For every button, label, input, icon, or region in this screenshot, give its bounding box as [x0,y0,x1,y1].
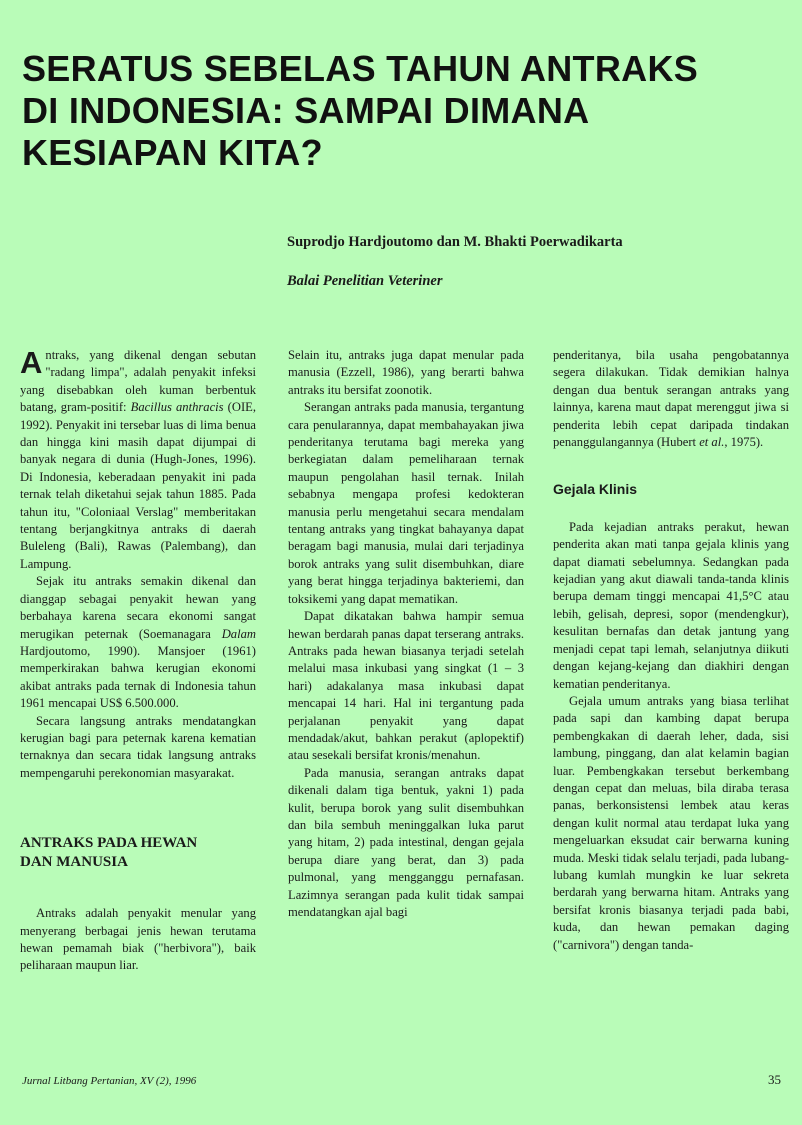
authors: Suprodjo Hardjoutomo dan M. Bhakti Poerwadikarta [287,234,623,250]
text-run: ntraks, yang dikenal dengan sebutan "radang limpa", adalah penyakit infeksi yang disebabkan oleh kuman berbentuk batang, gram-positif: [20,348,256,415]
journal-citation: Jurnal Litbang Pertanian, XV (2), 1996 [22,1075,197,1087]
species-name: Bacillus anthracis [130,400,224,415]
title-line: KESIAPAN KITA? [22,132,323,173]
column-1 [20,347,256,975]
paragraph: Serangan antraks pada manusia, tergantung cara penularannya, dapat membahayakan jiwa penderitanya terutama bagi mereka yang berkegiatan dalam pemeliharaan ternak maupun pengolahan hasil ternak. Inilah sebabnya mengapa profesi kedokteran manusia perlu mengetahui secara mendalam tentang antraks yang tingkat bahayanya dapat beragam bagi manusia, mulai dari terjadinya borok antraks yang sulit disembuhkan, diare yang berat hingga terjadinya bakteriemi, dan toksikemi yang dapat mematikan. [288,400,524,606]
section-heading: Gejala Klinis [553,481,638,498]
paragraph: Gejala umum antraks yang biasa terlihat pada sapi dan kambing dapat berupa pembengkakan di daerah leher, dada, sisi lambung, pinggang, dan alat kelamin bagian luar. Pembengkakan tersebut berkembang dengan cepat dan meluas, bila diraba terasa panas, berkonsistensi lembek atau keras dengan kulit normal atau terdapat luka yang mengeluarkan eksudat cair berwarna kuning muda. Meski tidak selalu terjadi, pada lubang-lubang kumlah mungkin ke luar sekreta berdarah yang berwarna hitam. Antraks yang bersifat kronis biasanya terjadi pada babi, kuda, dan hewan pemakan daging ("carnivora") dengan tanda- [553,693,789,952]
title-line: DI INDONESIA: SAMPAI DIMANA [22,90,590,131]
text-run: penderitanya, bila usaha pengobatannya segera dilakukan. Tidak demikian halnya dengan dua bentuk serangan antraks yang lainnya, karena maut dapat merenggut jiwa si penderita lebih cepat daripada tindakan penanggulangannya (Hubert [553,348,789,450]
affiliation: Balai Penelitian Veteriner [287,273,443,289]
paragraph: Selain itu, antraks juga dapat menular pada manusia (Ezzell, 1986), yang berarti bahwa antraks itu bersifat zoonotik. [288,348,524,397]
page-number: 35 [768,1072,781,1087]
text-run: Sejak itu antraks semakin dikenal dan dianggap sebagai penyakit hewan yang berbahaya karena secara ekonomi sangat merugikan peternak (Soemanagara [20,574,256,641]
heading-line: DAN MANUSIA [20,854,128,871]
italic-word: et al. [699,435,725,450]
article-title [22,48,782,174]
italic-word: Dalam [221,626,256,641]
heading-line: ANTRAKS PADA HEWAN [20,835,198,852]
title-line: SERATUS SEBELAS TAHUN ANTRAKS [22,48,699,89]
paragraph: Dapat dikatakan bahwa hampir semua hewan berdarah panas dapat terserang antraks. Antraks pada hewan biasanya terjadi setelah melalui masa inkubasi yang singkat (1 – 3 hari) adakalanya masa inkubasi dapat mencapai 14 hari. Hal ini tergantung pada perjalanan penyakit yang dapat mendadak/akut, bahkan perakut (aplopektif) atau sesekali bersifat kronis/menahun. [288,609,524,763]
paragraph [20,347,256,573]
paragraph [20,573,256,712]
text-run: Hardjoutomo, 1990). Mansjoer (1961) memperkirakan bahwa kerugian ekonomi akibat antraks pada ternak di Indonesia tahun 1961 mencapai US$ 6.500.000. [20,643,256,711]
paragraph: Antraks adalah penyakit menular yang menyerang berbagai jenis hewan terutama hewan pemamah biak ("herbivora"), baik peliharaan maupun liar. [20,906,256,973]
paragraph: Pada manusia, serangan antraks dapat dikenali dalam tiga bentuk, yakni 1) pada kulit, berupa borok yang sulit disembuhkan dan bila sembuh meninggalkan luka parut yang hitam, 2) pada intestinal, dengan gejala berupa diare yang berat, dan 3) pada pulmonal, yang mengganggu pernafasan. Lazimnya serangan pada kulit tidak sampai mendatangkan ajal bagi [288,765,524,919]
text-run: , 1975). [724,435,764,450]
paragraph [553,347,789,451]
paragraph: Pada kejadian antraks perakut, hewan penderita akan mati tanpa gejala klinis yang dapat diamati sebelumnya. Sedangkan pada kejadian yang akut diawali tanda-tanda klinis berupa demam tinggi mencapai 41,5°C atau lebih, gelisah, depresi, sopor (mendengkur), kesulitan bernafas dan detak jantung yang menjadi cepat tapi lemah, selanjutnya diikuti dengan kejang-kejang dan diakhiri dengan kematian penderitanya. [553,519,789,691]
drop-cap: A [20,345,43,380]
text-run: (OIE, 1992). Penyakit ini tersebar luas di lima benua dan hingga kini masih dapat dijumpai di banyak negara di dunia (Hugh-Jones, 1996). Di Indonesia, keberadaan penyakit ini pada ternak telah diketahui sejak tahun 1885. Pada tahun itu, "Coloniaal Verslag" memberitakan tentang berjangkitnya antraks di daerah Buleleng (Bali), Rawas (Palembang), dan Lampung. [20,400,256,571]
paragraph: Secara langsung antraks mendatangkan kerugian bagi para peternak karena kematian ternaknya dan secara tidak langsung antraks mempengaruhi perekonomian masyarakat. [20,713,256,780]
column-3 [553,347,789,954]
section-heading [20,834,256,872]
column-2 [288,347,524,921]
